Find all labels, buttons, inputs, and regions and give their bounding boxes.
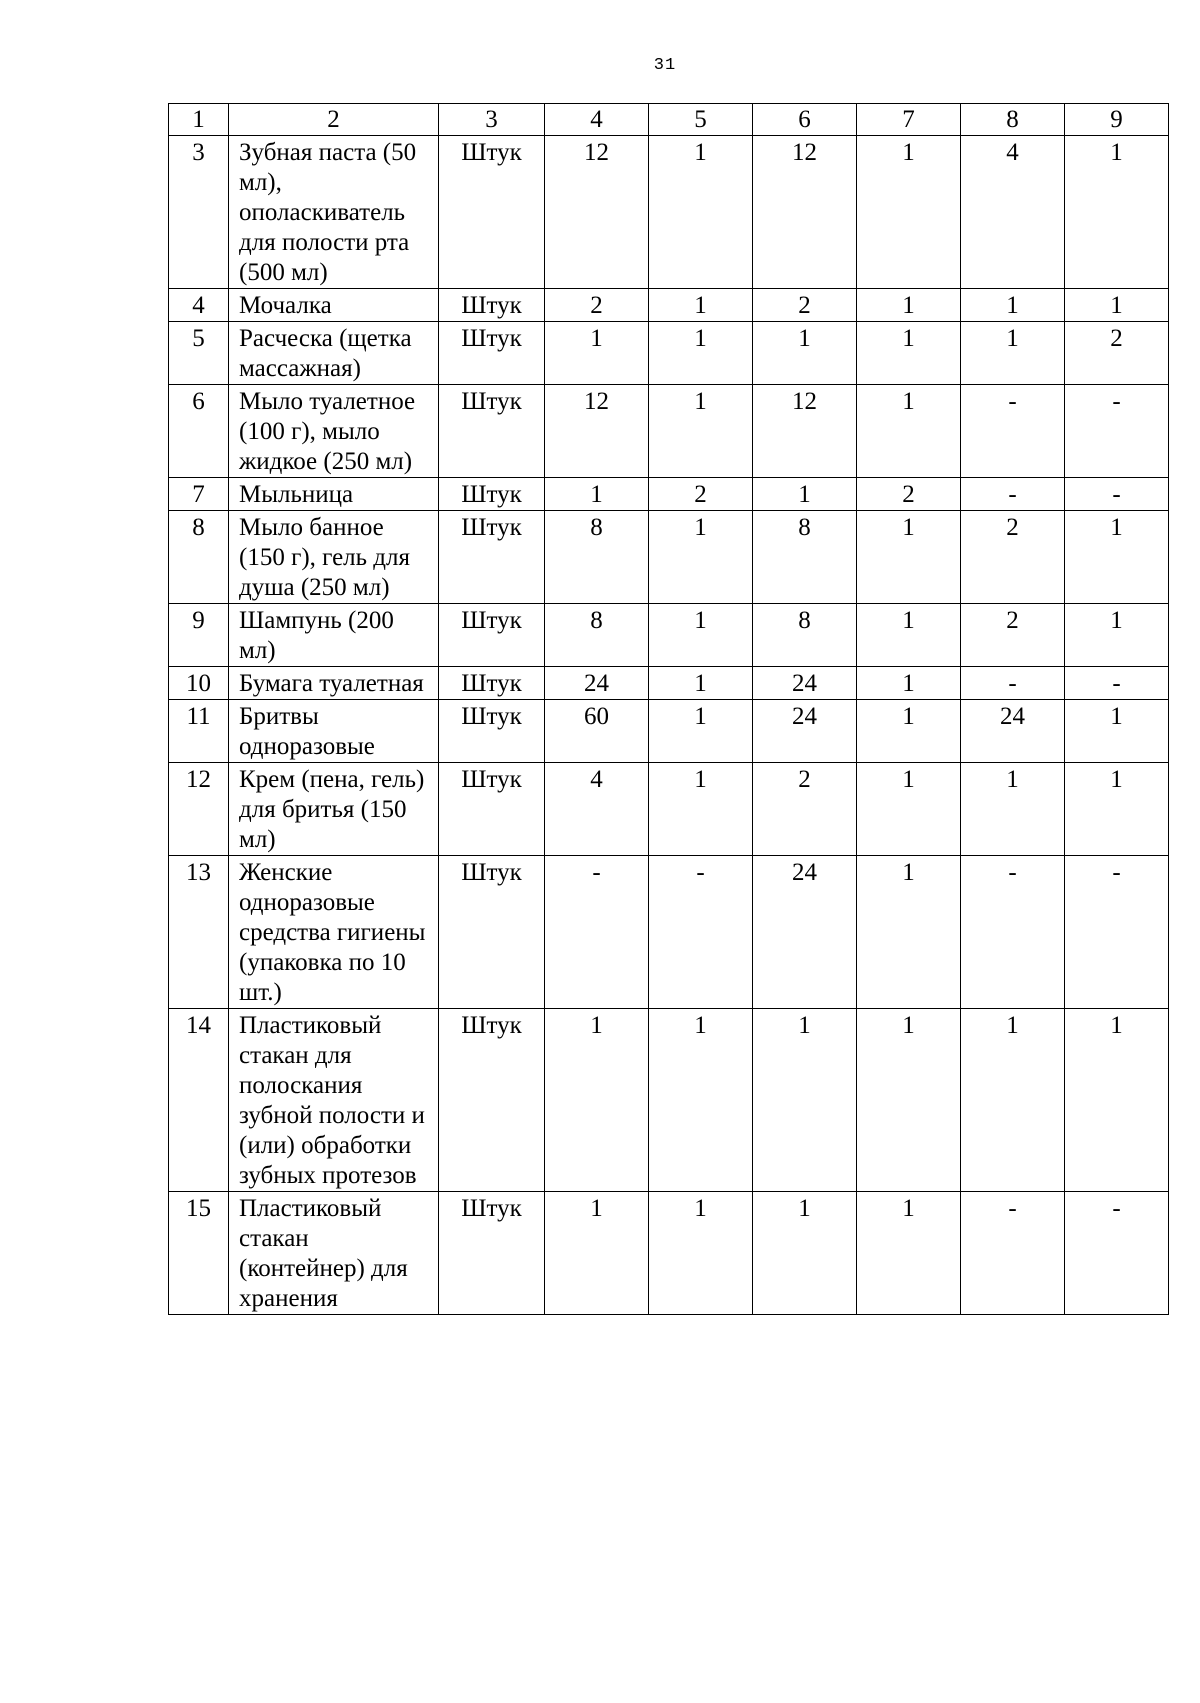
row-number-cell: 5	[169, 322, 229, 385]
column-number-header: 1	[169, 104, 229, 136]
quantity-cell: 1	[857, 856, 961, 1009]
unit-cell: Штук	[439, 385, 545, 478]
quantity-cell: 1	[857, 763, 961, 856]
quantity-cell: -	[649, 856, 753, 1009]
table-row	[169, 700, 1169, 763]
quantity-cell: -	[961, 856, 1065, 1009]
quantity-cell: -	[961, 1192, 1065, 1315]
quantity-cell: 1	[1065, 511, 1169, 604]
row-number-cell: 10	[169, 667, 229, 700]
quantity-cell: 1	[649, 700, 753, 763]
quantity-cell: 1	[1065, 763, 1169, 856]
quantity-cell: -	[545, 856, 649, 1009]
quantity-cell: 1	[649, 604, 753, 667]
unit-cell: Штук	[439, 289, 545, 322]
table-row	[169, 511, 1169, 604]
unit-cell: Штук	[439, 1192, 545, 1315]
item-name-cell: Бритвы одноразовые	[229, 700, 439, 763]
row-number-cell: 8	[169, 511, 229, 604]
quantity-cell: 12	[545, 136, 649, 289]
quantity-cell: 12	[545, 385, 649, 478]
row-number-cell: 9	[169, 604, 229, 667]
row-number-cell: 14	[169, 1009, 229, 1192]
quantity-cell: 1	[753, 1009, 857, 1192]
item-name-cell: Мыло туалетное (100 г), мыло жидкое (250 мл)	[229, 385, 439, 478]
quantity-cell: 12	[753, 136, 857, 289]
quantity-cell: 2	[857, 478, 961, 511]
quantity-cell: 2	[961, 604, 1065, 667]
column-number-header: 8	[961, 104, 1065, 136]
unit-cell: Штук	[439, 604, 545, 667]
quantity-cell: 1	[857, 322, 961, 385]
quantity-cell: -	[961, 667, 1065, 700]
quantity-cell: 2	[961, 511, 1065, 604]
unit-cell: Штук	[439, 763, 545, 856]
table-row	[169, 856, 1169, 1009]
quantity-cell: 1	[649, 763, 753, 856]
quantity-cell: 1	[857, 1009, 961, 1192]
column-number-header: 5	[649, 104, 753, 136]
row-number-cell: 6	[169, 385, 229, 478]
column-number-header: 9	[1065, 104, 1169, 136]
row-number-cell: 13	[169, 856, 229, 1009]
item-name-cell: Бумага туалетная	[229, 667, 439, 700]
quantity-cell: 1	[961, 763, 1065, 856]
quantity-cell: 8	[753, 511, 857, 604]
quantity-cell: 1	[857, 667, 961, 700]
quantity-cell: 1	[961, 1009, 1065, 1192]
quantity-cell: 8	[545, 604, 649, 667]
item-name-cell: Расческа (щетка массажная)	[229, 322, 439, 385]
unit-cell: Штук	[439, 322, 545, 385]
quantity-cell: 1	[649, 667, 753, 700]
item-name-cell: Пластиковый стакан для полоскания зубной полости и (или) обработки зубных протезов	[229, 1009, 439, 1192]
table-row	[169, 1192, 1169, 1315]
quantity-cell: 1	[649, 385, 753, 478]
quantity-cell: 1	[857, 604, 961, 667]
quantity-cell: -	[1065, 856, 1169, 1009]
quantity-cell: 1	[753, 322, 857, 385]
table-row	[169, 1009, 1169, 1192]
quantity-cell: 1	[1065, 289, 1169, 322]
row-number-cell: 4	[169, 289, 229, 322]
page-number: 31	[653, 56, 677, 75]
quantity-cell: 24	[753, 700, 857, 763]
quantity-cell: 1	[1065, 604, 1169, 667]
quantity-cell: 8	[545, 511, 649, 604]
item-name-cell: Мыло банное (150 г), гель для душа (250 мл)	[229, 511, 439, 604]
unit-cell: Штук	[439, 700, 545, 763]
quantity-cell: 1	[1065, 136, 1169, 289]
item-name-cell: Мочалка	[229, 289, 439, 322]
quantity-cell: 4	[545, 763, 649, 856]
quantity-cell: 1	[649, 1192, 753, 1315]
unit-cell: Штук	[439, 1009, 545, 1192]
quantity-cell: 1	[961, 289, 1065, 322]
item-name-cell: Крем (пена, гель) для бритья (150 мл)	[229, 763, 439, 856]
table-row	[169, 322, 1169, 385]
item-name-cell: Женские одноразовые средства гигиены (упаковка по 10 шт.)	[229, 856, 439, 1009]
quantity-cell: 1	[857, 1192, 961, 1315]
quantity-cell: 4	[961, 136, 1065, 289]
quantity-cell: -	[961, 385, 1065, 478]
quantity-cell: 1	[753, 1192, 857, 1315]
item-name-cell: Шампунь (200 мл)	[229, 604, 439, 667]
quantity-cell: 2	[753, 763, 857, 856]
table-row	[169, 136, 1169, 289]
table-row	[169, 763, 1169, 856]
quantity-cell: -	[961, 478, 1065, 511]
quantity-cell: 1	[857, 700, 961, 763]
table-header-row	[169, 104, 1169, 136]
column-number-header: 7	[857, 104, 961, 136]
column-number-header: 4	[545, 104, 649, 136]
unit-cell: Штук	[439, 856, 545, 1009]
quantity-cell: 1	[961, 322, 1065, 385]
supplies-table	[168, 103, 1169, 1315]
quantity-cell: 24	[961, 700, 1065, 763]
table-row	[169, 289, 1169, 322]
row-number-cell: 15	[169, 1192, 229, 1315]
quantity-cell: 1	[545, 478, 649, 511]
quantity-cell: 1	[649, 322, 753, 385]
column-number-header: 2	[229, 104, 439, 136]
item-name-cell: Мыльница	[229, 478, 439, 511]
quantity-cell: 1	[545, 1009, 649, 1192]
quantity-cell: 1	[857, 289, 961, 322]
quantity-cell: 60	[545, 700, 649, 763]
column-number-header: 6	[753, 104, 857, 136]
quantity-cell: 2	[545, 289, 649, 322]
quantity-cell: 1	[857, 136, 961, 289]
quantity-cell: -	[1065, 478, 1169, 511]
unit-cell: Штук	[439, 478, 545, 511]
table-row	[169, 667, 1169, 700]
row-number-cell: 7	[169, 478, 229, 511]
quantity-cell: 24	[753, 856, 857, 1009]
quantity-cell: 24	[753, 667, 857, 700]
quantity-cell: 1	[649, 511, 753, 604]
row-number-cell: 3	[169, 136, 229, 289]
quantity-cell: 8	[753, 604, 857, 667]
quantity-cell: 1	[1065, 1009, 1169, 1192]
quantity-cell: 24	[545, 667, 649, 700]
table-row	[169, 385, 1169, 478]
quantity-cell: 1	[649, 289, 753, 322]
row-number-cell: 12	[169, 763, 229, 856]
table-row	[169, 604, 1169, 667]
quantity-cell: 2	[649, 478, 753, 511]
quantity-cell: 1	[857, 511, 961, 604]
unit-cell: Штук	[439, 667, 545, 700]
quantity-cell: 1	[753, 478, 857, 511]
quantity-cell: -	[1065, 385, 1169, 478]
row-number-cell: 11	[169, 700, 229, 763]
quantity-cell: 1	[545, 322, 649, 385]
quantity-cell: 1	[649, 1009, 753, 1192]
quantity-cell: 2	[753, 289, 857, 322]
item-name-cell: Пластиковый стакан (контейнер) для хранения	[229, 1192, 439, 1315]
item-name-cell: Зубная паста (50 мл), ополаскиватель для полости рта (500 мл)	[229, 136, 439, 289]
quantity-cell: 1	[545, 1192, 649, 1315]
column-number-header: 3	[439, 104, 545, 136]
table-row	[169, 478, 1169, 511]
quantity-cell: -	[1065, 667, 1169, 700]
quantity-cell: 1	[1065, 700, 1169, 763]
unit-cell: Штук	[439, 511, 545, 604]
quantity-cell: 12	[753, 385, 857, 478]
quantity-cell: 1	[649, 136, 753, 289]
unit-cell: Штук	[439, 136, 545, 289]
quantity-cell: 1	[857, 385, 961, 478]
quantity-cell: -	[1065, 1192, 1169, 1315]
quantity-cell: 2	[1065, 322, 1169, 385]
